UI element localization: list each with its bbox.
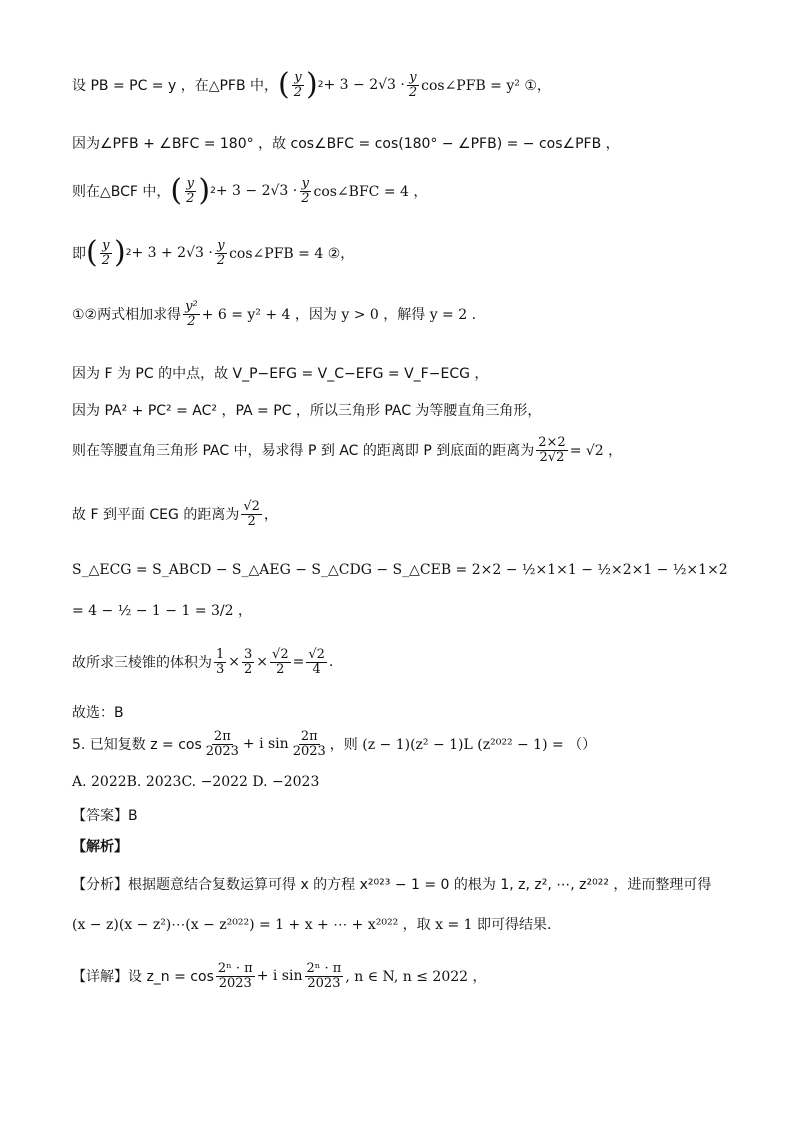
line-6 <box>72 363 488 383</box>
fraction: $\frac{y}{2}$ <box>186 175 195 206</box>
line-20 <box>72 962 487 990</box>
text: + i sin <box>256 968 303 985</box>
text: 【分析】根据题意结合复数运算可得 x 的方程 x²⁰²³ − 1 = 0 的根为 1, z, z², ⋯, z²⁰²² ，进而整理可得 <box>72 877 712 893</box>
fraction: $\frac{3}{2}$ <box>244 647 253 677</box>
text: + 6 = y² + 4 ，因为 y > 0 ，解得 y = 2 . <box>201 307 477 324</box>
paren: ) <box>306 67 318 102</box>
line-11 <box>72 600 252 620</box>
fraction: $\frac{√2}{2}$ <box>272 647 289 677</box>
operator: = <box>292 654 305 671</box>
text: 故 F 到平面 CEG 的距离为 <box>72 507 240 524</box>
fraction: $\frac{\text{2ⁿ · π}}{2023}$ <box>217 961 253 991</box>
operator: × <box>228 654 241 671</box>
line-5 <box>72 300 476 328</box>
text: 【答案】B <box>72 808 138 824</box>
paren: ( <box>278 67 290 102</box>
line-1: 设 PB = PC = y ，在△PFB 中， ( $\frac{y}{2}$ ) 2 + 3 − 2√3 · $\frac{y}{2}$ cos∠PFB = y² ①， <box>72 67 551 102</box>
text: 故所求三棱锥的体积为 <box>72 655 212 672</box>
text: = √2 ， <box>569 443 623 460</box>
text: 设 PB = PC = y ，在△PFB 中， <box>72 78 279 94</box>
line-2 <box>72 133 620 153</box>
text: 【解析】 <box>72 839 128 855</box>
problem-5-stem <box>72 730 596 758</box>
text: 因为 PA² + PC² = AC² ，PA = PC ，所以三角形 PAC 为等腰直角三角形， <box>72 403 542 419</box>
fraction: $\frac{y}{2}$ <box>293 69 303 100</box>
fraction: $\frac{y}{2}$ <box>301 175 310 206</box>
text: + i sin <box>242 736 289 753</box>
fraction: $\frac{√2}{2}$ <box>243 499 260 529</box>
fraction: $\frac{y}{2}$ <box>101 237 110 268</box>
line-8 <box>72 436 622 464</box>
text: ①②两式相加求得 <box>72 307 182 324</box>
text: 5. 已知复数 z = cos <box>72 737 202 754</box>
text: 因为∠PFB + ∠BFC = 180° ，故 cos∠BFC = cos(180° − ∠PFB) = − cos∠PFB ， <box>72 136 620 152</box>
text: ，则 (z − 1)(z² − 1)L (z²⁰²² − 1) = （） <box>329 737 597 754</box>
text: = 4 − ½ − 1 − 1 = 3/2 ， <box>72 603 252 619</box>
answer-label <box>72 805 138 825</box>
text: cos∠PFB = y² ①， <box>421 78 551 94</box>
line-10 <box>72 562 728 578</box>
text: S_△ECG = S_ABCD − S_△AEG − S_△CDG − S_△CEB = 2×2 − ½×1×1 − ½×2×1 − ½×1×2 <box>72 562 728 578</box>
text: 则在△BCF 中， <box>72 184 171 200</box>
line-19 <box>72 914 551 934</box>
text: + 3 + 2√3 · <box>131 245 213 261</box>
text: + 3 − 2√3 · <box>323 77 405 93</box>
fraction: $\frac{1}{3}$ <box>216 647 225 677</box>
line-18 <box>72 874 711 894</box>
fraction: $\frac{\text{2ⁿ · π}}{2023}$ <box>306 961 342 991</box>
line-3: 则在△BCF 中， ( $\frac{y}{2}$ ) 2 + 3 − 2√3 · $\frac{y}{2}$ cos∠BFC = 4 ， <box>72 173 428 208</box>
line-13 <box>72 702 124 722</box>
text: A. 2022B. 2023C. −2022 D. −2023 <box>72 774 320 790</box>
line-12 <box>72 648 333 676</box>
line-4: 即 ( $\frac{y}{2}$ ) 2 + 3 + 2√3 · $\frac{y}{2}$ cos∠PFB = 4 ②， <box>72 235 355 270</box>
fraction: $\frac{2\times 2}{2√2}$ <box>538 435 566 465</box>
fraction: $\frac{2\pi}{2023}$ <box>292 729 326 759</box>
answer-options <box>72 774 319 790</box>
text: , n ∈ N, n ≤ 2022 ， <box>345 969 487 986</box>
text: 【详解】设 z_n = cos <box>72 969 214 986</box>
text: cos∠PFB = 4 ②， <box>229 246 355 262</box>
text: + 3 − 2√3 · <box>215 183 298 199</box>
fraction: $\frac{2\pi}{2023}$ <box>205 729 239 759</box>
text: 因为 F 为 PC 的中点，故 V_P−EFG = V_C−EFG = V_F−ECG ， <box>72 366 489 382</box>
text: 则在等腰直角三角形 PAC 中，易求得 P 到 AC 的距离即 P 到底面的距离为 <box>72 443 535 460</box>
text: 即 <box>72 246 86 262</box>
line-7 <box>72 400 541 420</box>
operator: × <box>256 654 269 671</box>
text: (x − z)(x − z²)⋯(x − z²⁰²²) = 1 + x + ⋯ + x²⁰²² ，取 x = 1 即可得结果. <box>72 917 552 933</box>
fraction: $\frac{\text{y²}}{2}$ <box>185 299 198 329</box>
line-9 <box>72 500 278 528</box>
text: . <box>328 654 334 671</box>
analysis-label <box>72 836 128 856</box>
fraction: $\frac{y}{2}$ <box>216 237 226 268</box>
text: 故选：B <box>72 705 124 721</box>
fraction: $\frac{y}{2}$ <box>408 69 418 100</box>
fraction: $\frac{√2}{4}$ <box>308 647 325 677</box>
text: ， <box>263 507 278 524</box>
text: cos∠BFC = 4 ， <box>313 184 428 200</box>
